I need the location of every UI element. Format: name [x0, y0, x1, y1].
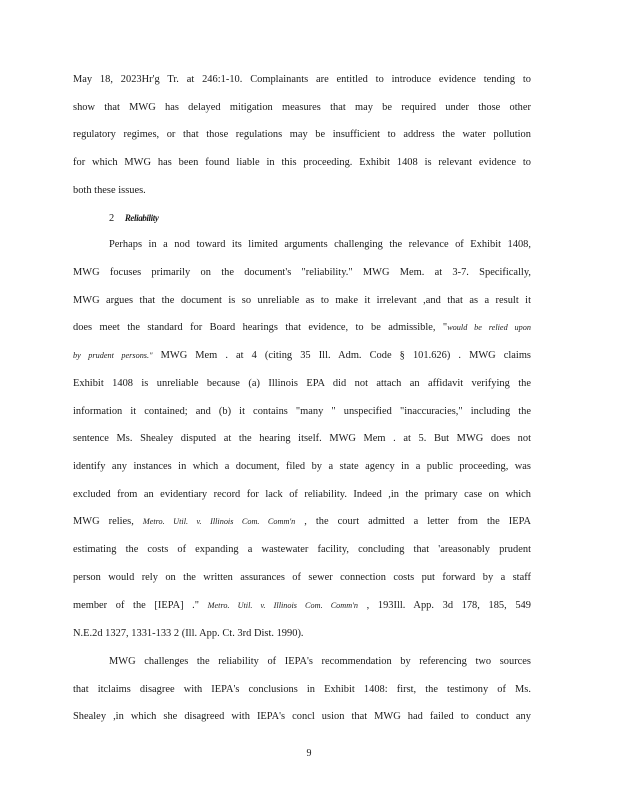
body-line: that itclaims disagree with IEPA's conclusions in Exhibit 1408: first, the testimony of Ms. — [73, 684, 531, 695]
body-line: member of the [IEPA] ." Metro. Util. v. Illinois Com. Comm'n , 193Ill. App. 3d 178, 185, 549 — [73, 600, 531, 611]
body-line: N.E.2d 1327, 1331-133 2 (Ill. App. Ct. 3rd Dist. 1990). — [73, 628, 304, 639]
body-line: MWG argues that the document is so unreliable as to make it irrelevant ,and that as a result it — [73, 295, 531, 306]
body-line: information it contained; and (b) it contains "many " unspecified "inaccuracies," including the — [73, 406, 531, 417]
body-line: MWG focuses primarily on the document's "reliability." MWG Mem. at 3-7. Specifically, — [73, 267, 531, 278]
section-title: Reliability — [124, 213, 159, 223]
body-line: identify any instances in which a document, filed by a state agency in a public proceeding, was — [73, 461, 531, 472]
body-line: Exhibit 1408 is unreliable because (a) Illinois EPA did not attach an affidavit verifying the — [73, 378, 531, 389]
section-heading — [109, 211, 158, 226]
body-line: Shealey ,in which she disagreed with IEPA's concl usion that MWG had failed to conduct any — [73, 711, 531, 722]
body-line: person would rely on the written assurances of sewer connection costs put forward by a staff — [73, 572, 531, 583]
body-line: MWG challenges the reliability of IEPA's recommendation by referencing two sources — [109, 656, 531, 667]
body-line: May 18, 2023Hr'g Tr. at 246:1-10. Complainants are entitled to introduce evidence tending to — [73, 74, 531, 85]
quoted-standard: would be relied upon — [447, 323, 531, 332]
body-line: excluded from an evidentiary record for lack of reliability. Indeed ,in the primary case on which — [73, 489, 531, 500]
case-citation: Metro. Util. v. Illinois Com. Comm'n — [142, 517, 296, 526]
body-line: both these issues. — [73, 185, 146, 196]
body-line: estimating the costs of expanding a wastewater facility, concluding that 'areasonably prudent — [73, 544, 531, 555]
body-line: for which MWG has been found liable in this proceeding. Exhibit 1408 is relevant evidence to — [73, 157, 531, 168]
case-citation: Metro. Util. v. Illinois Com. Comm'n — [207, 601, 359, 610]
quoted-standard: by prudent persons." — [73, 351, 153, 360]
body-line: by prudent persons." MWG Mem . at 4 (citing 35 Ill. Adm. Code § 101.626) . MWG claims — [73, 350, 531, 361]
body-line: sentence Ms. Shealey disputed at the hearing itself. MWG Mem . at 5. But MWG does not — [73, 433, 531, 444]
body-line: MWG relies, Metro. Util. v. Illinois Com. Comm'n , the court admitted a letter from the IEPA — [73, 516, 531, 527]
body-line: show that MWG has delayed mitigation measures that may be required under those other — [73, 102, 531, 113]
section-number: 2 — [109, 213, 115, 224]
page-number: 9 — [306, 748, 312, 759]
body-line: regulatory regimes, or that those regulations may be insufficient to address the water pollution — [73, 129, 531, 140]
body-line: Perhaps in a nod toward its limited arguments challenging the relevance of Exhibit 1408, — [109, 239, 531, 250]
body-line: does meet the standard for Board hearings that evidence, to be admissible, "would be relied upon — [73, 322, 531, 333]
